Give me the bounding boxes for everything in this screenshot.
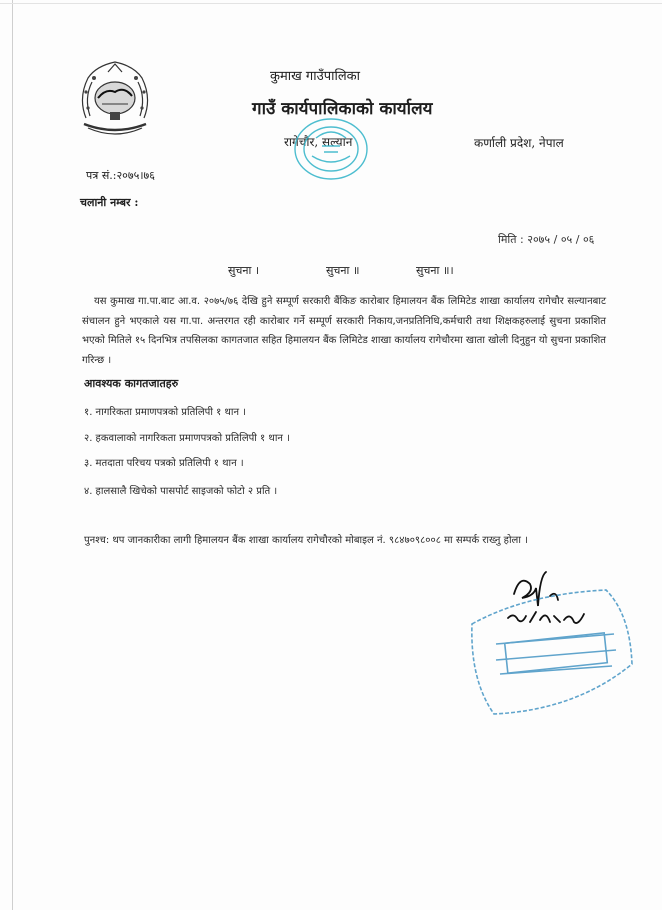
office-title: गाउँ कार्यपालिकाको कार्यालय (252, 99, 433, 119)
notice-heading-1: सुचना । (228, 264, 260, 277)
letter-date: मिति : २०७५ / ०५ / ०६ (498, 233, 595, 246)
required-documents-heading: आवश्यक कागतजातहरु (84, 377, 179, 390)
notice-heading-3: सुचना ॥। (416, 264, 454, 277)
round-seal-stamp (286, 116, 376, 182)
notice-body-paragraph: यस कुमाख गा.पा.बाट आ.व. २०७५/७६ देखि हुने सम्पूर्ण सरकारी बैंकिङ कारोबार हिमालयन बैंक लिमिटेड शाखा कार्यालय रागेचौर सल्यानबाट संचालन हुने भएकाले यस गा.पा. अन्तरगत रही कारोबार गर्ने सम्पूर्ण सरकारी निकाय,जनप्रतिनिधि,कर्मचारी तथा शिक्षकहरुलाई सुचना प्रकाशित भएको मितिले १५ दिनभित्र तपसिलका कागतजात सहित हिमालयन बैंक लिमिटेड शाखा कार्यालय रागेचौरमा खाता खोली दिनुहुन यो सुचना प्रकाशित गरिन्छ । (82, 296, 606, 366)
document-item: ४. हालसालै खिचेको पासपोर्ट साइजको फोटो २ प्रति । (84, 486, 278, 497)
scan-edge-top (0, 3, 662, 4)
postscript-paragraph: पुनश्च: थप जानकारीका लागी हिमालयन बैंक शाखा कार्यालय रागेचौरको मोबाइल नं. ९८४७०९८००८ मा सम्पर्क राख्नु होला । (84, 535, 528, 546)
dispatch-number-label: चलानी नम्बर : (80, 196, 139, 209)
office-address: रागेचौर, सल्यान (284, 135, 353, 149)
office-rectangular-stamp (466, 584, 638, 720)
scan-edge-left (12, 0, 13, 910)
document-item: ३. मतदाता परिचय पत्रको प्रतिलिपी १ थान । (84, 458, 244, 469)
letter-reference-number: पत्र सं.:२०७५।७६ (86, 169, 155, 182)
nepal-emblem-icon (74, 58, 156, 138)
notice-heading-2: सुचना ॥ (326, 264, 360, 277)
province-label: कर्णाली प्रदेश, नेपाल (474, 136, 564, 150)
office-name: कुमाख गाउँपालिका (270, 69, 360, 84)
document-item: २. हकवालाको नागरिकता प्रमाणपत्रको प्रतिलिपी १ थान । (84, 433, 290, 444)
document-item: १. नागरिकता प्रमाणपत्रको प्रतिलिपी १ थान । (84, 407, 246, 418)
